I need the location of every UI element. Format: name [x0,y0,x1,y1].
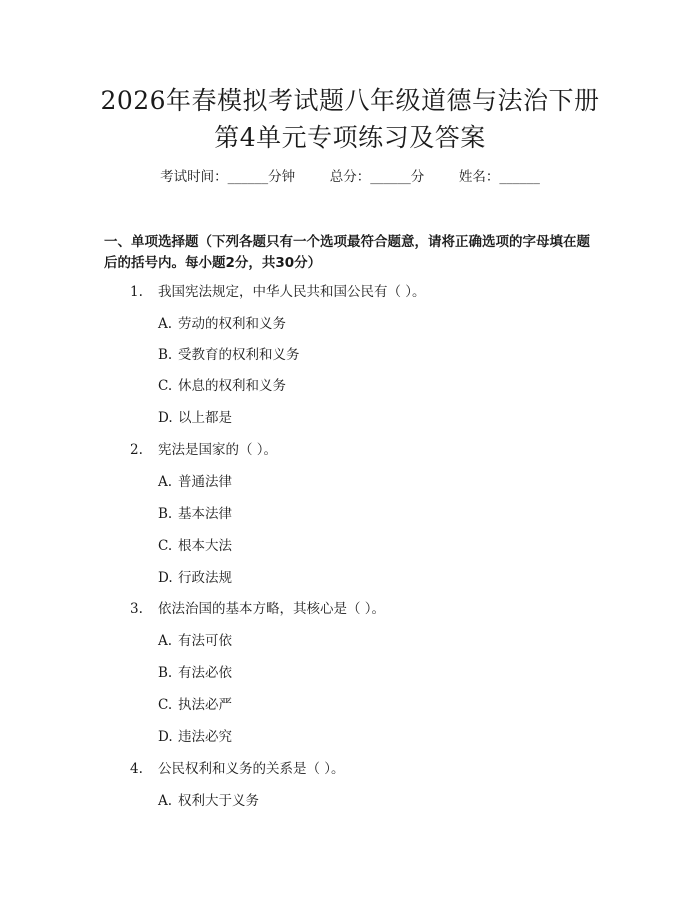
option-letter: C. [158,538,173,554]
question-2-option-b [158,505,232,523]
option-letter: A. [158,316,173,332]
question-3-option-b [158,664,232,682]
option-text: 休息的权利和义务 [178,378,286,394]
option-letter: C. [158,697,173,713]
question-4-option-a [158,792,259,810]
question-number: 3. [130,601,143,617]
option-letter: A. [158,474,173,490]
page-title-line-2: 第4单元专项练习及答案 [214,123,486,152]
question-3-option-c [158,696,232,714]
option-text: 基本法律 [178,506,232,522]
total-score-unit: 分 [410,169,425,185]
page-title-line-1: 2026年春模拟考试题八年级道德与法治下册 [100,86,600,115]
exam-info-bar [0,168,700,186]
question-3-option-d [158,728,232,746]
question-1-option-a [158,315,286,333]
option-text: 执法必严 [178,697,232,713]
question-number: 4. [130,761,143,777]
option-text: 劳动的权利和义务 [178,316,286,332]
question-3 [130,600,385,618]
student-name-label: 姓名： [458,169,500,185]
option-text: 权利大于义务 [178,793,259,809]
question-2 [130,441,277,459]
option-text: 以上都是 [178,410,232,426]
option-letter: D. [158,570,173,586]
option-letter: D. [158,729,173,745]
question-text: 依法治国的基本方略，其核心是（ ）。 [158,601,386,617]
question-1 [130,283,426,301]
question-2-option-c [158,537,232,555]
exam-time-blank: ______ [227,169,269,185]
question-3-option-a [158,632,232,650]
exam-time-field [160,168,295,186]
question-1-option-c [158,377,286,395]
option-text: 根本大法 [178,538,232,554]
option-letter: A. [158,633,173,649]
question-1-option-b [158,346,300,364]
total-score-blank: ______ [370,169,411,185]
exam-time-unit: 分钟 [268,169,296,185]
option-letter: B. [158,506,173,522]
option-letter: D. [158,410,173,426]
question-number: 1. [130,284,143,300]
student-name-blank: ______ [499,169,540,185]
exam-time-label: 考试时间： [160,169,228,185]
option-letter: B. [158,347,173,363]
option-text: 普通法律 [178,474,232,490]
option-letter: A. [158,793,173,809]
student-name-field [459,168,540,186]
option-text: 受教育的权利和义务 [178,347,300,363]
option-letter: C. [158,378,173,394]
option-text: 有法必依 [178,665,232,681]
question-4 [130,760,345,778]
option-text: 有法可依 [178,633,232,649]
question-text: 我国宪法规定，中华人民共和国公民有（ ）。 [158,284,426,300]
question-1-option-d [158,409,232,427]
total-score-field [330,168,425,186]
total-score-label: 总分： [329,169,371,185]
question-number: 2. [130,442,143,458]
question-text: 宪法是国家的（ ）。 [158,442,278,458]
question-2-option-a [158,473,232,491]
question-text: 公民权利和义务的关系是（ ）。 [158,761,345,777]
question-2-option-d [158,569,232,587]
option-text: 违法必究 [178,729,232,745]
option-letter: B. [158,665,173,681]
section-heading: 一、单项选择题（下列各题只有一个选项最符合题意，请将正确选项的字母填在题后的括号内。每小题2分，共30分） [104,234,590,271]
option-text: 行政法规 [178,570,232,586]
